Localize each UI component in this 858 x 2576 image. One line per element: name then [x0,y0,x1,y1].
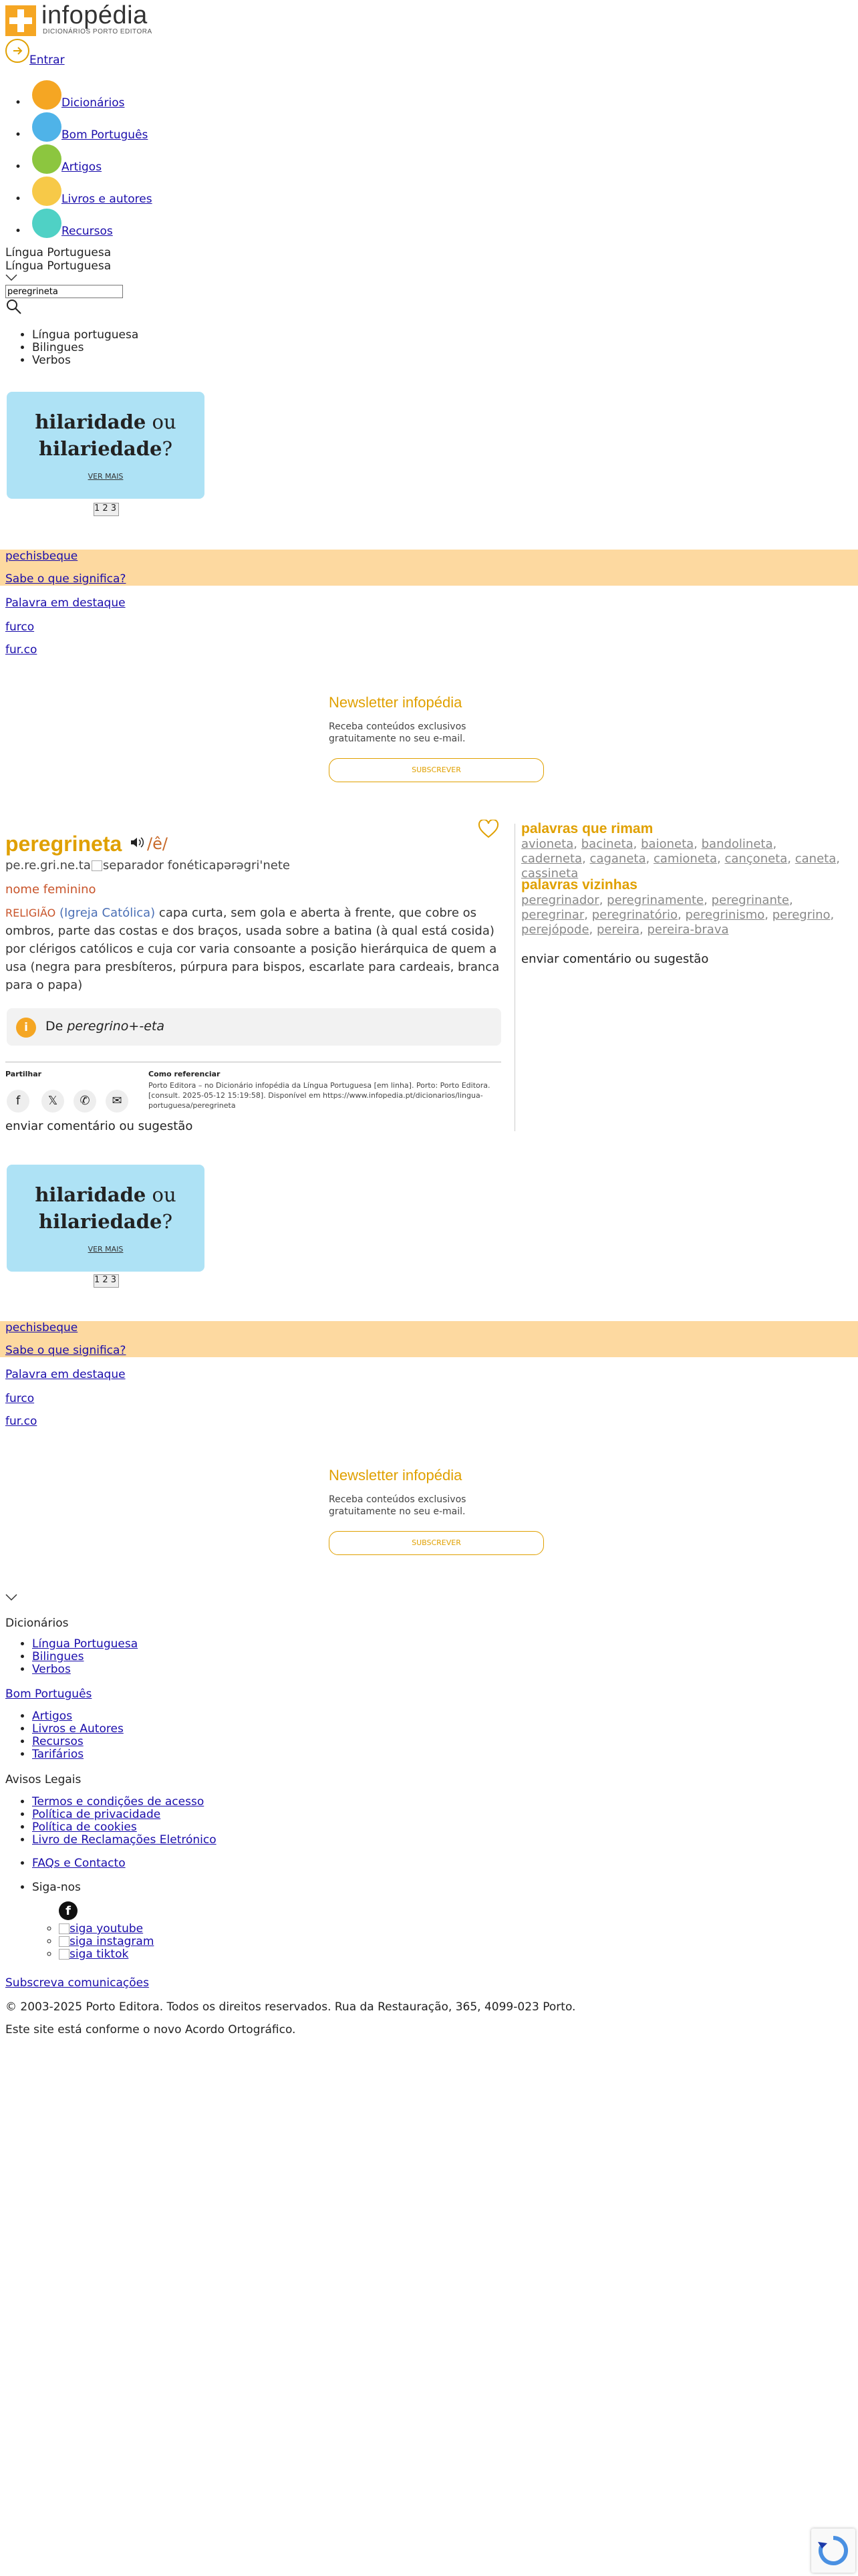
entry-word: peregrineta [5,832,122,856]
ad-title-bold: hilariedade [38,1210,162,1233]
rhyme-link[interactable]: camioneta [653,852,717,866]
rhyme-link[interactable]: bandolineta [701,837,773,851]
footer-legal-title: Avisos Legais [5,1773,82,1786]
promo-word-link[interactable]: furco [5,1392,35,1405]
footer-follow-list [0,1881,81,1894]
footer-bom-list [0,1710,124,1761]
chevron-down-icon[interactable] [5,1591,17,1605]
email-icon[interactable]: ✉ [106,1090,128,1113]
definition [5,904,501,994]
nav-label[interactable]: Dicionários [61,96,125,110]
footer-link[interactable]: Língua Portuguesa [32,1637,138,1651]
nearby-word-link[interactable]: pereira-brava [647,923,729,937]
etymology-text: peregrino+-eta [67,1019,164,1034]
feedback-link[interactable]: enviar comentário ou sugestão [5,1119,193,1133]
recaptcha-badge[interactable] [811,2529,855,2573]
rhymes-title: palavras que rimam [521,821,654,836]
footer-link[interactable]: Bilingues [32,1650,84,1663]
promo-word-link[interactable]: pechisbeque [5,550,78,563]
promo-featured-link[interactable]: Palavra em destaque [5,596,126,610]
footer-bom-portugues-link[interactable]: Bom Português [5,1687,92,1701]
ad-title-bold: hilaridade [35,411,146,433]
nav-label[interactable]: Artigos [61,160,102,174]
subscribe-communications-link[interactable]: Subscreva comunicações [5,1976,149,1990]
dictionary-icon [32,80,61,110]
login-icon[interactable] [5,39,29,63]
promo-syllab-link[interactable]: fur.co [5,643,37,657]
ad-more-link[interactable]: VER MAIS [88,1245,124,1254]
nearby-word-link[interactable]: peregrinante [711,893,789,907]
logo-title[interactable]: infopédia [41,1,148,29]
promo-bar [0,550,858,586]
nav-label[interactable]: Bom Português [61,128,148,142]
copyright: © 2003-2025 Porto Editora. Todos os direitos reservados. Rua da Restauração, 365, 4099-023 Porto. [5,2000,576,2014]
entry-pronunciation [5,858,290,872]
search-type-option[interactable]: • Verbos [32,354,138,367]
part-of-speech: nome feminino [5,883,96,897]
syllabification: pe.re.gri.ne.ta [5,858,91,872]
rhyme-link[interactable]: cançoneta [724,852,788,866]
footer-link[interactable]: Verbos [32,1663,71,1676]
nearby-word-link[interactable]: peregrinamente [607,893,704,907]
footer-link[interactable]: Política de privacidade [32,1808,161,1821]
ad-pager[interactable]: 1 2 3 [94,1274,119,1288]
promo-question-link[interactable]: Sabe o que significa? [5,572,126,586]
social-alt-text: siga instagram [69,1935,154,1948]
footer-dictionaries-list [0,1638,138,1676]
etymology-box [7,1008,501,1046]
nearby-words-list: peregrinador, peregrinamente, peregrinante, peregrinar, peregrinatório, peregrinismo, peregrino, perejópode, pereira, pereira-brava [521,893,835,937]
footer-link[interactable]: Tarifários [32,1748,84,1761]
resources-icon [32,209,61,238]
instagram-link[interactable] [59,1935,154,1948]
footer-follow-label: • Siga-nos [32,1881,81,1894]
book-icon [32,112,61,142]
etymology-prefix: De [45,1019,67,1034]
books-icon [32,177,61,206]
rhyme-link[interactable]: caganeta [589,852,646,866]
ad-more-link[interactable]: VER MAIS [88,472,124,481]
search-type-list [0,329,138,367]
rhyme-link[interactable]: bacineta [581,837,633,851]
footer-link[interactable]: Livros e Autores [32,1722,124,1736]
domain-label: RELIGIÃO [5,907,56,919]
promo-word-link[interactable]: pechisbeque [5,1321,78,1334]
newsletter-title: Newsletter infopédia [329,694,462,711]
footer-legal-list [0,1796,217,1847]
ad-banner[interactable] [7,1165,204,1272]
promo-question-link[interactable]: Sabe o que significa? [5,1344,126,1357]
rhyme-link[interactable]: avioneta [521,837,574,851]
broken-image-icon [92,860,102,871]
nearby-words-title: palavras vizinhas [521,877,637,893]
nearby-word-link[interactable]: peregrino [772,908,831,922]
promo-bar [0,1321,858,1357]
search-type-option[interactable]: • Língua portuguesa [32,329,138,342]
ad-title-rest: ? [162,437,172,460]
nav-label[interactable]: Livros e autores [61,193,152,206]
facebook-icon[interactable]: f [59,1901,78,1920]
broken-image-icon [59,1949,69,1960]
newsletter-subscribe-button[interactable]: SUBSCREVER [329,1531,544,1555]
youtube-link[interactable] [59,1922,143,1936]
newsletter-text: Receba conteúdos exclusivos gratuitamente no seu e-mail. [329,1494,466,1517]
footer-link[interactable]: Termos e condições de acesso [32,1795,204,1808]
ad-title-bold: hilariedade [38,437,162,460]
newsletter-subscribe-button[interactable]: SUBSCREVER [329,758,544,782]
x-icon[interactable]: 𝕏 [41,1090,64,1113]
broken-image-icon [59,1923,69,1934]
orthography-notice: Este site está conforme o novo Acordo Ortográfico. [5,2023,296,2036]
share-label: Partilhar [5,1070,42,1078]
promo-featured-link[interactable]: Palavra em destaque [5,1368,126,1381]
definition-text: capa curta, sem gola e aberta à frente, que cobre os ombros, parte das costas e dos braços, usada sobre a batina (à qual está cosida) por clérigos católicos e cuja cor varia consoante a posição hierárquica de quem a usa (negra para presbíteros, púrpura para bispos, escarlate para cardeais, branca para o papa) [5,906,500,992]
footer-social-list [32,1923,154,1961]
chevron-down-icon[interactable] [5,271,17,285]
nearby-word-link[interactable]: peregrinador [521,893,599,907]
reference-text: Porto Editora – no Dicionário infopédia da Língua Portuguesa [em linha]. Porto: Porto Editora. [consult. 2025-05-12 15:19:58]. Disponível em https://www.infopedia.pt/dicionarios/lingua-portuguesa/peregrineta [148,1081,490,1110]
rhymes-list: avioneta, bacineta, baioneta, bandolineta, caderneta, caganeta, camioneta, cançoneta, caneta, cassineta [521,837,840,881]
reference-label: Como referenciar [148,1070,221,1078]
sidebar-feedback-link[interactable]: enviar comentário ou sugestão [521,952,709,966]
info-icon: i [16,1018,36,1038]
footer-link[interactable]: Artigos [32,1710,73,1723]
rhyme-link[interactable]: baioneta [641,837,694,851]
whatsapp-icon[interactable]: ✆ [74,1090,96,1113]
subdomain-label: (Igreja Católica) [59,906,156,920]
article-icon [32,144,61,174]
language-select-value: Língua Portuguesa [5,259,112,273]
nearby-word-link[interactable]: peregrinar [521,908,585,922]
logo-icon[interactable] [5,5,36,36]
social-alt-text: siga tiktok [69,1948,129,1961]
broken-image-icon [59,1936,69,1947]
ad-pager[interactable]: 1 2 3 [94,503,119,516]
social-alt-text: siga youtube [69,1922,144,1936]
footer-link[interactable]: Recursos [32,1735,84,1748]
separator-alt-text: separador fonética [102,858,217,872]
nav-label[interactable]: Recursos [61,225,113,238]
tiktok-link[interactable] [59,1948,128,1961]
favorite-heart-icon[interactable] [478,820,499,844]
search-input[interactable] [5,285,123,298]
ad-banner[interactable] [7,392,204,499]
logo-subtitle: DICIONÁRIOS PORTO EDITORA [43,28,152,35]
promo-word-link[interactable]: furco [5,620,35,634]
promo-syllab-link[interactable]: fur.co [5,1415,37,1428]
ad-title-rest: ou [146,1183,176,1206]
ipa-transcription: pərəgri'nete [216,858,290,872]
newsletter-title: Newsletter infopédia [329,1467,462,1484]
footer-dictionaries-title: Dicionários [5,1617,69,1630]
search-icon[interactable] [5,298,23,319]
ad-title-rest: ? [162,1210,172,1233]
nearby-word-link[interactable]: pereira [596,923,639,937]
search-type-option[interactable]: • Bilingues [32,342,138,354]
ad-title-rest: ou [146,411,176,433]
language-select[interactable]: Língua Portuguesa [5,246,112,259]
nearby-word-link[interactable]: peregrinatório [591,908,678,922]
audio-speaker-icon[interactable] [130,836,144,852]
nearby-word-link[interactable]: perejópode [521,923,589,937]
rhyme-link[interactable]: caderneta [521,852,583,866]
footer-faq-link[interactable]: FAQs e Contacto [32,1857,126,1870]
footer-faq-list [0,1857,126,1870]
rhyme-link[interactable]: caneta [795,852,837,866]
newsletter-text: Receba conteúdos exclusivos gratuitamente no seu e-mail. [329,721,466,744]
footer-link[interactable]: Livro de Reclamações Eletrónico [32,1833,217,1847]
footer-link[interactable]: Política de cookies [32,1821,137,1834]
facebook-icon[interactable]: f [7,1090,29,1113]
nearby-word-link[interactable]: peregrinismo [685,908,765,922]
rhyme-link[interactable]: cassineta [521,866,579,881]
ad-title-bold: hilaridade [35,1183,146,1206]
login-link[interactable]: Entrar [29,53,65,67]
entry-phonetic: /ê/ [147,834,168,853]
